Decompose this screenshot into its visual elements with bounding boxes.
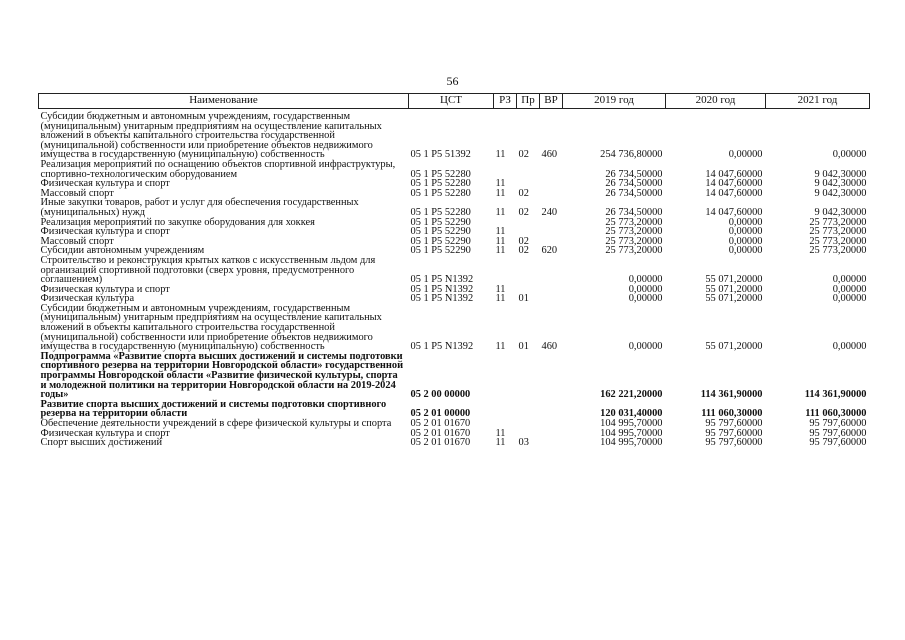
row-name: Строительство и реконструкция крытых катков с искусственным льдом для организаций спортивной подготовки (сверх уровня, предусмотренного соглашением) xyxy=(40,254,376,286)
row-name: Реализация мероприятий по оснащению объектов спортивной инфраструктуры, спортивно-технологическим оборудованием xyxy=(40,158,396,180)
header-name: Наименование xyxy=(39,94,409,109)
row-vr: 620 xyxy=(541,245,558,257)
row-vr xyxy=(540,429,563,439)
table-row xyxy=(39,304,870,352)
row-2021: 114 361,90000 xyxy=(804,389,867,401)
row-rz: 11 xyxy=(495,293,506,305)
row-2021: 0,00000 xyxy=(832,341,867,353)
header-row xyxy=(39,94,870,109)
row-2020: 55 071,20000 xyxy=(705,293,763,305)
row-2021: 0,00000 xyxy=(832,283,867,295)
row-2019: 26 734,50000 xyxy=(605,168,663,180)
row-cst: 05 1 P5 52290 xyxy=(410,235,471,247)
row-name: Субсидии автономным учреждениям xyxy=(40,245,205,257)
row-2021: 95 797,60000 xyxy=(809,418,867,429)
row-2019: 0,00000 xyxy=(628,274,663,286)
row-vr xyxy=(540,218,563,228)
row-pr xyxy=(517,160,540,179)
row-vr xyxy=(540,285,563,295)
table-body xyxy=(39,112,870,448)
header-pr: Пр xyxy=(517,94,540,109)
row-name: Физическая культура и спорт xyxy=(40,178,170,190)
row-rz: 11 xyxy=(495,283,506,295)
row-vr xyxy=(540,419,563,429)
row-vr: 460 xyxy=(541,149,558,161)
row-2020: 95 797,60000 xyxy=(705,437,763,449)
row-2019: 0,00000 xyxy=(628,283,663,295)
row-2019: 104 995,70000 xyxy=(600,427,663,439)
row-pr xyxy=(517,218,540,228)
row-cst: 05 1 P5 51392 xyxy=(410,149,471,161)
row-name: Иные закупки товаров, работ и услуг для обеспечения государственных (муниципальных) нужд xyxy=(40,197,359,218)
row-cst: 05 2 01 00000 xyxy=(410,408,471,420)
row-2021: 9 042,30000 xyxy=(814,187,867,199)
row-rz: 11 xyxy=(495,226,506,238)
header-2021: 2021 год xyxy=(766,94,870,109)
row-2020: 14 047,60000 xyxy=(705,178,763,190)
row-pr: 02 xyxy=(518,187,529,199)
row-name: Субсидии бюджетным и автономным учреждениям, государственным (муниципальным) унитарным предприятиям на осуществление капитальных вложений в объекты капитального строительства государственной (муниципальной) собственности или приобретение объектов недвижимого имущества в государственную (муниципальную) собственность xyxy=(40,302,382,353)
row-2021: 0,00000 xyxy=(832,274,867,286)
row-rz: 11 xyxy=(495,235,506,247)
row-name: Физическая культура и спорт xyxy=(40,427,170,439)
table-row xyxy=(39,198,870,217)
row-name: Массовый спорт xyxy=(40,187,114,199)
row-pr xyxy=(517,419,540,429)
row-cst: 05 1 P5 N1392 xyxy=(410,293,474,305)
row-2020: 14 047,60000 xyxy=(705,187,763,199)
row-2019: 254 736,80000 xyxy=(600,149,663,161)
row-2020: 114 361,90000 xyxy=(700,389,763,401)
row-rz: 11 xyxy=(495,437,506,449)
row-pr: 03 xyxy=(518,437,529,449)
row-pr xyxy=(517,352,540,400)
row-cst: 05 2 01 01670 xyxy=(410,437,471,449)
row-vr xyxy=(540,160,563,179)
row-2021: 25 773,20000 xyxy=(809,245,867,257)
row-name: Физическая культура и спорт xyxy=(40,226,170,238)
row-cst: 05 1 P5 N1392 xyxy=(410,341,474,353)
budget-table xyxy=(38,93,870,448)
row-pr: 01 xyxy=(518,341,529,353)
row-cst: 05 1 P5 52280 xyxy=(410,168,471,180)
row-vr xyxy=(540,438,563,448)
row-rz: 11 xyxy=(495,427,506,439)
row-rz xyxy=(494,352,517,400)
row-cst: 05 2 00 00000 xyxy=(410,389,471,401)
row-rz: 11 xyxy=(495,245,506,257)
row-name: Реализация мероприятий по закупке оборудования для хоккея xyxy=(40,216,315,228)
row-vr xyxy=(540,227,563,237)
row-cst: 05 1 P5 N1392 xyxy=(410,274,474,286)
row-rz xyxy=(494,256,517,285)
row-name: Физическая культура и спорт xyxy=(40,283,170,295)
row-vr xyxy=(540,256,563,285)
row-2020: 55 071,20000 xyxy=(705,341,763,353)
row-2019: 25 773,20000 xyxy=(605,226,663,238)
header-vr: ВР xyxy=(540,94,563,109)
row-pr: 02 xyxy=(518,245,529,257)
row-cst: 05 1 P5 52280 xyxy=(410,206,471,218)
row-2019: 26 734,50000 xyxy=(605,187,663,199)
row-rz: 11 xyxy=(495,341,506,353)
row-vr xyxy=(540,352,563,400)
row-2020: 95 797,60000 xyxy=(705,418,763,429)
row-2021: 95 797,60000 xyxy=(809,427,867,439)
table-row xyxy=(39,400,870,419)
row-name: Спорт высших достижений xyxy=(40,437,163,449)
row-2019: 104 995,70000 xyxy=(600,437,663,449)
header-2020: 2020 год xyxy=(666,94,766,109)
table-row xyxy=(39,438,870,448)
row-vr: 240 xyxy=(541,206,558,218)
row-2020: 95 797,60000 xyxy=(705,427,763,439)
row-2020: 14 047,60000 xyxy=(705,206,763,218)
page-number: 56 xyxy=(446,74,459,88)
table-row xyxy=(39,256,870,285)
row-2019: 120 031,40000 xyxy=(600,408,663,420)
row-2021: 25 773,20000 xyxy=(809,226,867,238)
row-pr: 02 xyxy=(518,149,529,161)
row-2021: 25 773,20000 xyxy=(809,216,867,228)
row-cst: 05 1 P5 52280 xyxy=(410,187,471,199)
row-vr xyxy=(540,179,563,189)
row-name: Субсидии бюджетным и автономным учреждениям, государственным (муниципальным) унитарным предприятиям на осуществление капитальных вложений в объекты капитального строительства государственной (муниципальной) собственности или приобретение объектов недвижимого имущества в государственную (муниципальную) собственность xyxy=(40,111,382,161)
row-2020: 55 071,20000 xyxy=(705,283,763,295)
row-cst: 05 1 P5 52290 xyxy=(410,216,471,228)
row-rz: 11 xyxy=(495,178,506,190)
row-rz: 11 xyxy=(495,187,506,199)
row-name: Развитие спорта высших достижений и системы подготовки спортивного резерва на территории области xyxy=(40,398,387,420)
row-name: Физическая культура xyxy=(40,293,135,305)
row-rz xyxy=(494,160,517,179)
header-rz: РЗ xyxy=(494,94,517,109)
row-2021: 111 060,30000 xyxy=(805,408,867,420)
row-cst: 05 1 P5 N1392 xyxy=(410,283,474,295)
table-row xyxy=(39,160,870,179)
row-2019: 0,00000 xyxy=(628,293,663,305)
row-2019: 25 773,20000 xyxy=(605,245,663,257)
row-cst: 05 1 P5 52290 xyxy=(410,226,471,238)
row-rz xyxy=(494,400,517,419)
row-pr: 01 xyxy=(518,293,529,305)
row-pr: 02 xyxy=(518,206,529,218)
row-name: Обеспечение деятельности учреждений в сфере физической культуры и спорта xyxy=(40,418,392,429)
row-2020: 55 071,20000 xyxy=(705,274,763,286)
row-2020: 111 060,30000 xyxy=(701,408,763,420)
row-2019: 25 773,20000 xyxy=(605,235,663,247)
table-row xyxy=(39,352,870,400)
row-2021: 95 797,60000 xyxy=(809,437,867,449)
row-rz: 11 xyxy=(495,206,506,218)
row-name: Подпрограмма «Развитие спорта высших достижений и системы подготовки спортивного резерва на территории Новгородской области» государственной программы Новгородской области «Развитие физической культуры, спорта и молодежной политики на территории Новгородской области на 2019-2024 годы» xyxy=(40,350,404,401)
row-2021: 0,00000 xyxy=(832,293,867,305)
row-2021: 9 042,30000 xyxy=(814,206,867,218)
row-cst: 05 2 01 01670 xyxy=(410,427,471,439)
row-2019: 26 734,50000 xyxy=(605,206,663,218)
row-2020: 0,00000 xyxy=(728,226,763,238)
table-row xyxy=(39,112,870,160)
row-2020: 0,00000 xyxy=(728,245,763,257)
row-pr xyxy=(517,256,540,285)
header-2019: 2019 год xyxy=(563,94,666,109)
row-2021: 9 042,30000 xyxy=(814,178,867,190)
row-2019: 104 995,70000 xyxy=(600,418,663,429)
row-vr xyxy=(540,189,563,199)
row-2020: 0,00000 xyxy=(728,235,763,247)
header-cst: ЦСТ xyxy=(409,94,494,109)
row-2019: 25 773,20000 xyxy=(605,216,663,228)
row-vr xyxy=(540,400,563,419)
row-cst: 05 1 P5 52280 xyxy=(410,178,471,190)
row-2020: 14 047,60000 xyxy=(705,168,763,180)
row-2019: 0,00000 xyxy=(628,341,663,353)
row-2019: 162 221,20000 xyxy=(600,389,663,401)
row-2020: 0,00000 xyxy=(728,149,763,161)
row-pr: 02 xyxy=(518,235,529,247)
row-vr xyxy=(540,294,563,304)
row-2021: 9 042,30000 xyxy=(814,168,867,180)
row-cst: 05 2 01 01670 xyxy=(410,418,471,429)
row-rz: 11 xyxy=(495,149,506,161)
row-2020: 0,00000 xyxy=(728,216,763,228)
row-2021: 25 773,20000 xyxy=(809,235,867,247)
row-pr xyxy=(517,400,540,419)
row-cst: 05 1 P5 52290 xyxy=(410,245,471,257)
row-vr: 460 xyxy=(541,341,558,353)
row-2021: 0,00000 xyxy=(832,149,867,161)
row-name: Массовый спорт xyxy=(40,235,114,247)
row-2019: 26 734,50000 xyxy=(605,178,663,190)
